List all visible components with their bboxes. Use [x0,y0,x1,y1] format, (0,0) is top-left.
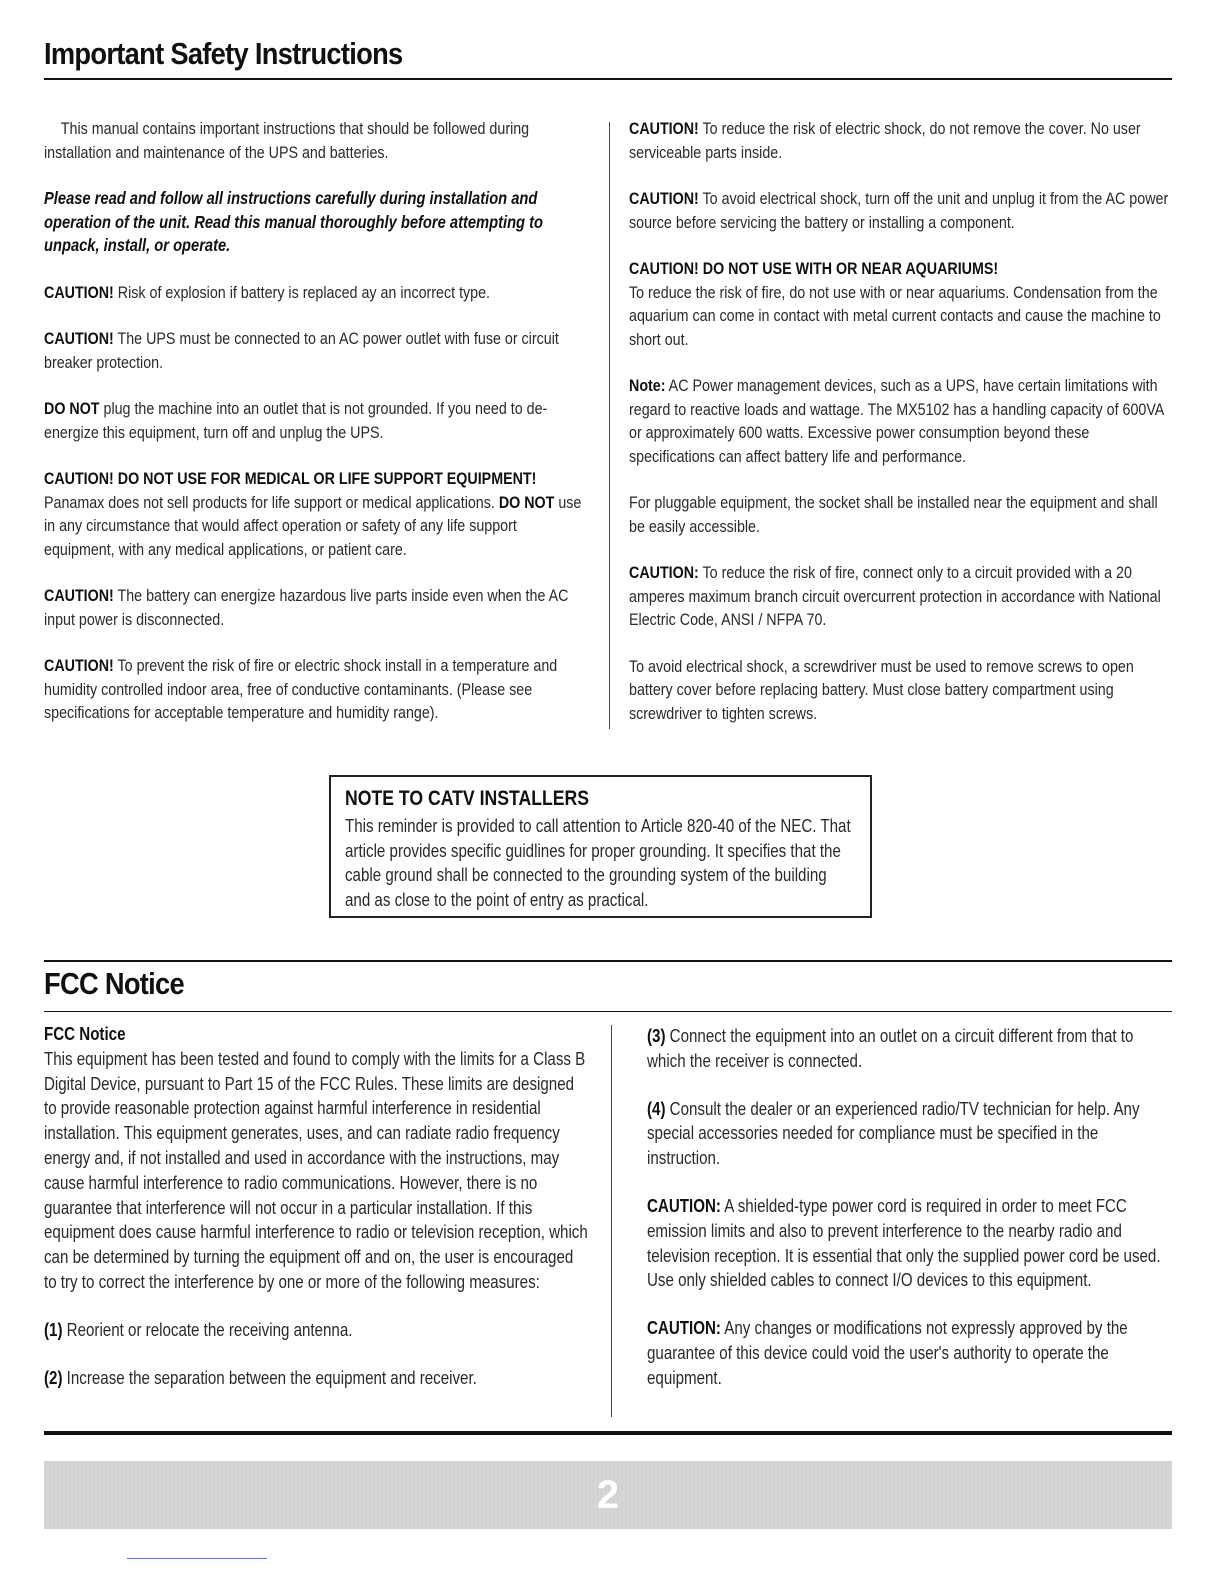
caution-live-parts: CAUTION! The battery can energize hazardous live parts inside even when the AC input power is disconnected. [44,586,569,629]
fcc-top-rule [44,960,1172,962]
caution-medical: CAUTION! DO NOT USE FOR MEDICAL OR LIFE SUPPORT EQUIPMENT! Panamax does not sell products for life support or medical applications. DO NOT use in any circumstance that would affect operation or safety of any life support equipment, with any medical applications, or patient care. [44,469,582,559]
caution-servicing: CAUTION! To avoid electrical shock, turn off the unit and unplug it from the AC power source before servicing the battery or installing a component. [629,189,1169,232]
caution-grounding: DO NOT plug the machine into an outlet that is not grounded. If you need to de-energize this equipment, turn off and unplug the UPS. [44,399,548,442]
catv-note-body: This reminder is provided to call attention to Article 820-40 of the NEC. That article provides specific guidlines for proper grounding. It specifies that the cable ground shall be connected to the grounding system of the building and as close to the point of entry as practical. [345,816,851,910]
fcc-measure-1: (1) Reorient or relocate the receiving antenna. [44,1319,353,1340]
fcc-notice-text: FCC Notice This equipment has been tested and found to comply with the limits for a Class B Digital Device, pursuant to Part 15 of the FCC Rules. These limits are designed to provide reasonable protection against harmful interference in residential installation. This equipment generates, uses, and can radiate radio frequency energy and, if not installed and used in accordance with the instructions, may cause harmful interference to radio communications. However, there is no guarantee that interference will not occur in a particular installation. If this equipment does cause harmful interference to radio or television reception, which can be determined by turning the equipment off and on, the user is encouraged to try to correct the interference by one or more of the following measures: [44,1024,588,1292]
footer-band [44,1461,1172,1529]
fcc-right-column [647,1024,1172,1414]
caution-explosion: CAUTION! Risk of explosion if battery is replaced ay an incorrect type. [44,282,491,302]
safety-intro: This manual contains important instructions that should be followed during installation and maintenance of the UPS and batteries. [44,119,530,162]
safety-left-column [44,117,589,748]
fcc-caution-modifications: CAUTION: Any changes or modifications not expressly approved by the guarantee of this device could void the user's authority to operate the equipment. [647,1318,1128,1388]
fcc-caution-power-cord: CAUTION: A shielded-type power cord is required in order to meet FCC emission limits and also to prevent interference to the nearby radio and television reception. It is essential that only the supplied power cord be used. Use only shielded cables to connect I/O devices to this equipment. [647,1195,1161,1291]
note-power-management: Note: AC Power management devices, such as a UPS, have certain limitations with regard to reactive loads and wattage. The MX5102 has a handling capacity of 600VA or approximately 600 watts. Excessive power consumption beyond these specifications can affect battery life and performance. [629,376,1164,466]
fcc-bottom-rule [44,1431,1172,1435]
caution-outlet: CAUTION! The UPS must be connected to an AC power outlet with fuse or circuit breaker protection. [44,329,559,372]
caution-environment: CAUTION! To prevent the risk of fire or electric shock install in a temperature and humidity controlled indoor area, free of conductive contaminants. (Please see specifications for acceptable temperature and humidity range). [44,656,558,722]
safety-emphasis: Please read and follow all instructions carefully during installation and operation of the unit. Read this manual thoroughly before attempting to unpack, install, or operate. [44,188,543,255]
fcc-measure-3: (3) Connect the equipment into an outlet on a circuit different from that to which the receiver is connected. [647,1026,1134,1071]
safety-title-rule [44,78,1172,80]
fcc-measure-2: (2) Increase the separation between the equipment and receiver. [44,1367,477,1388]
catv-note-box [329,775,872,918]
catv-note-title: NOTE TO CATV INSTALLERS [345,787,590,810]
page-number: 2 [596,1473,620,1517]
fcc-left-column [44,1022,589,1413]
caution-circuit: CAUTION: To reduce the risk of fire, connect only to a circuit provided with a 20 amperes maximum branch circuit overcurrent protection in accordance with National Electric Code, ANSI / NFPA 70. [629,563,1161,629]
screwdriver-notice: To avoid electrical shock, a screwdriver must be used to remove screws to open battery cover before replacing battery. Must close battery compartment using screwdriver to tighten screws. [629,656,1134,723]
safety-column-divider [609,122,610,729]
fcc-measure-4: (4) Consult the dealer or an experienced radio/TV technician for help. Any special accessories needed for compliance must be specified in the instruction. [647,1098,1140,1169]
fcc-column-divider [611,1025,612,1417]
caution-aquariums: CAUTION! DO NOT USE WITH OR NEAR AQUARIUMS! To reduce the risk of fire, do not use with or near aquariums. Condensation from the aquarium can come in contact with metal current contacts and cause the machine to short out. [629,259,1161,349]
fcc-subtitle: FCC Notice [44,1024,126,1044]
caution-cover: CAUTION! To reduce the risk of electric shock, do not remove the cover. No user serviceable parts inside. [629,119,1141,162]
fcc-title: FCC Notice [44,966,184,1001]
fcc-title-rule [44,1011,1172,1012]
safety-right-column [629,117,1174,748]
safety-title: Important Safety Instructions [44,36,403,71]
pluggable-equipment: For pluggable equipment, the socket shall be installed near the equipment and shall be easily accessible. [629,493,1158,536]
footer-underline [127,1558,267,1559]
